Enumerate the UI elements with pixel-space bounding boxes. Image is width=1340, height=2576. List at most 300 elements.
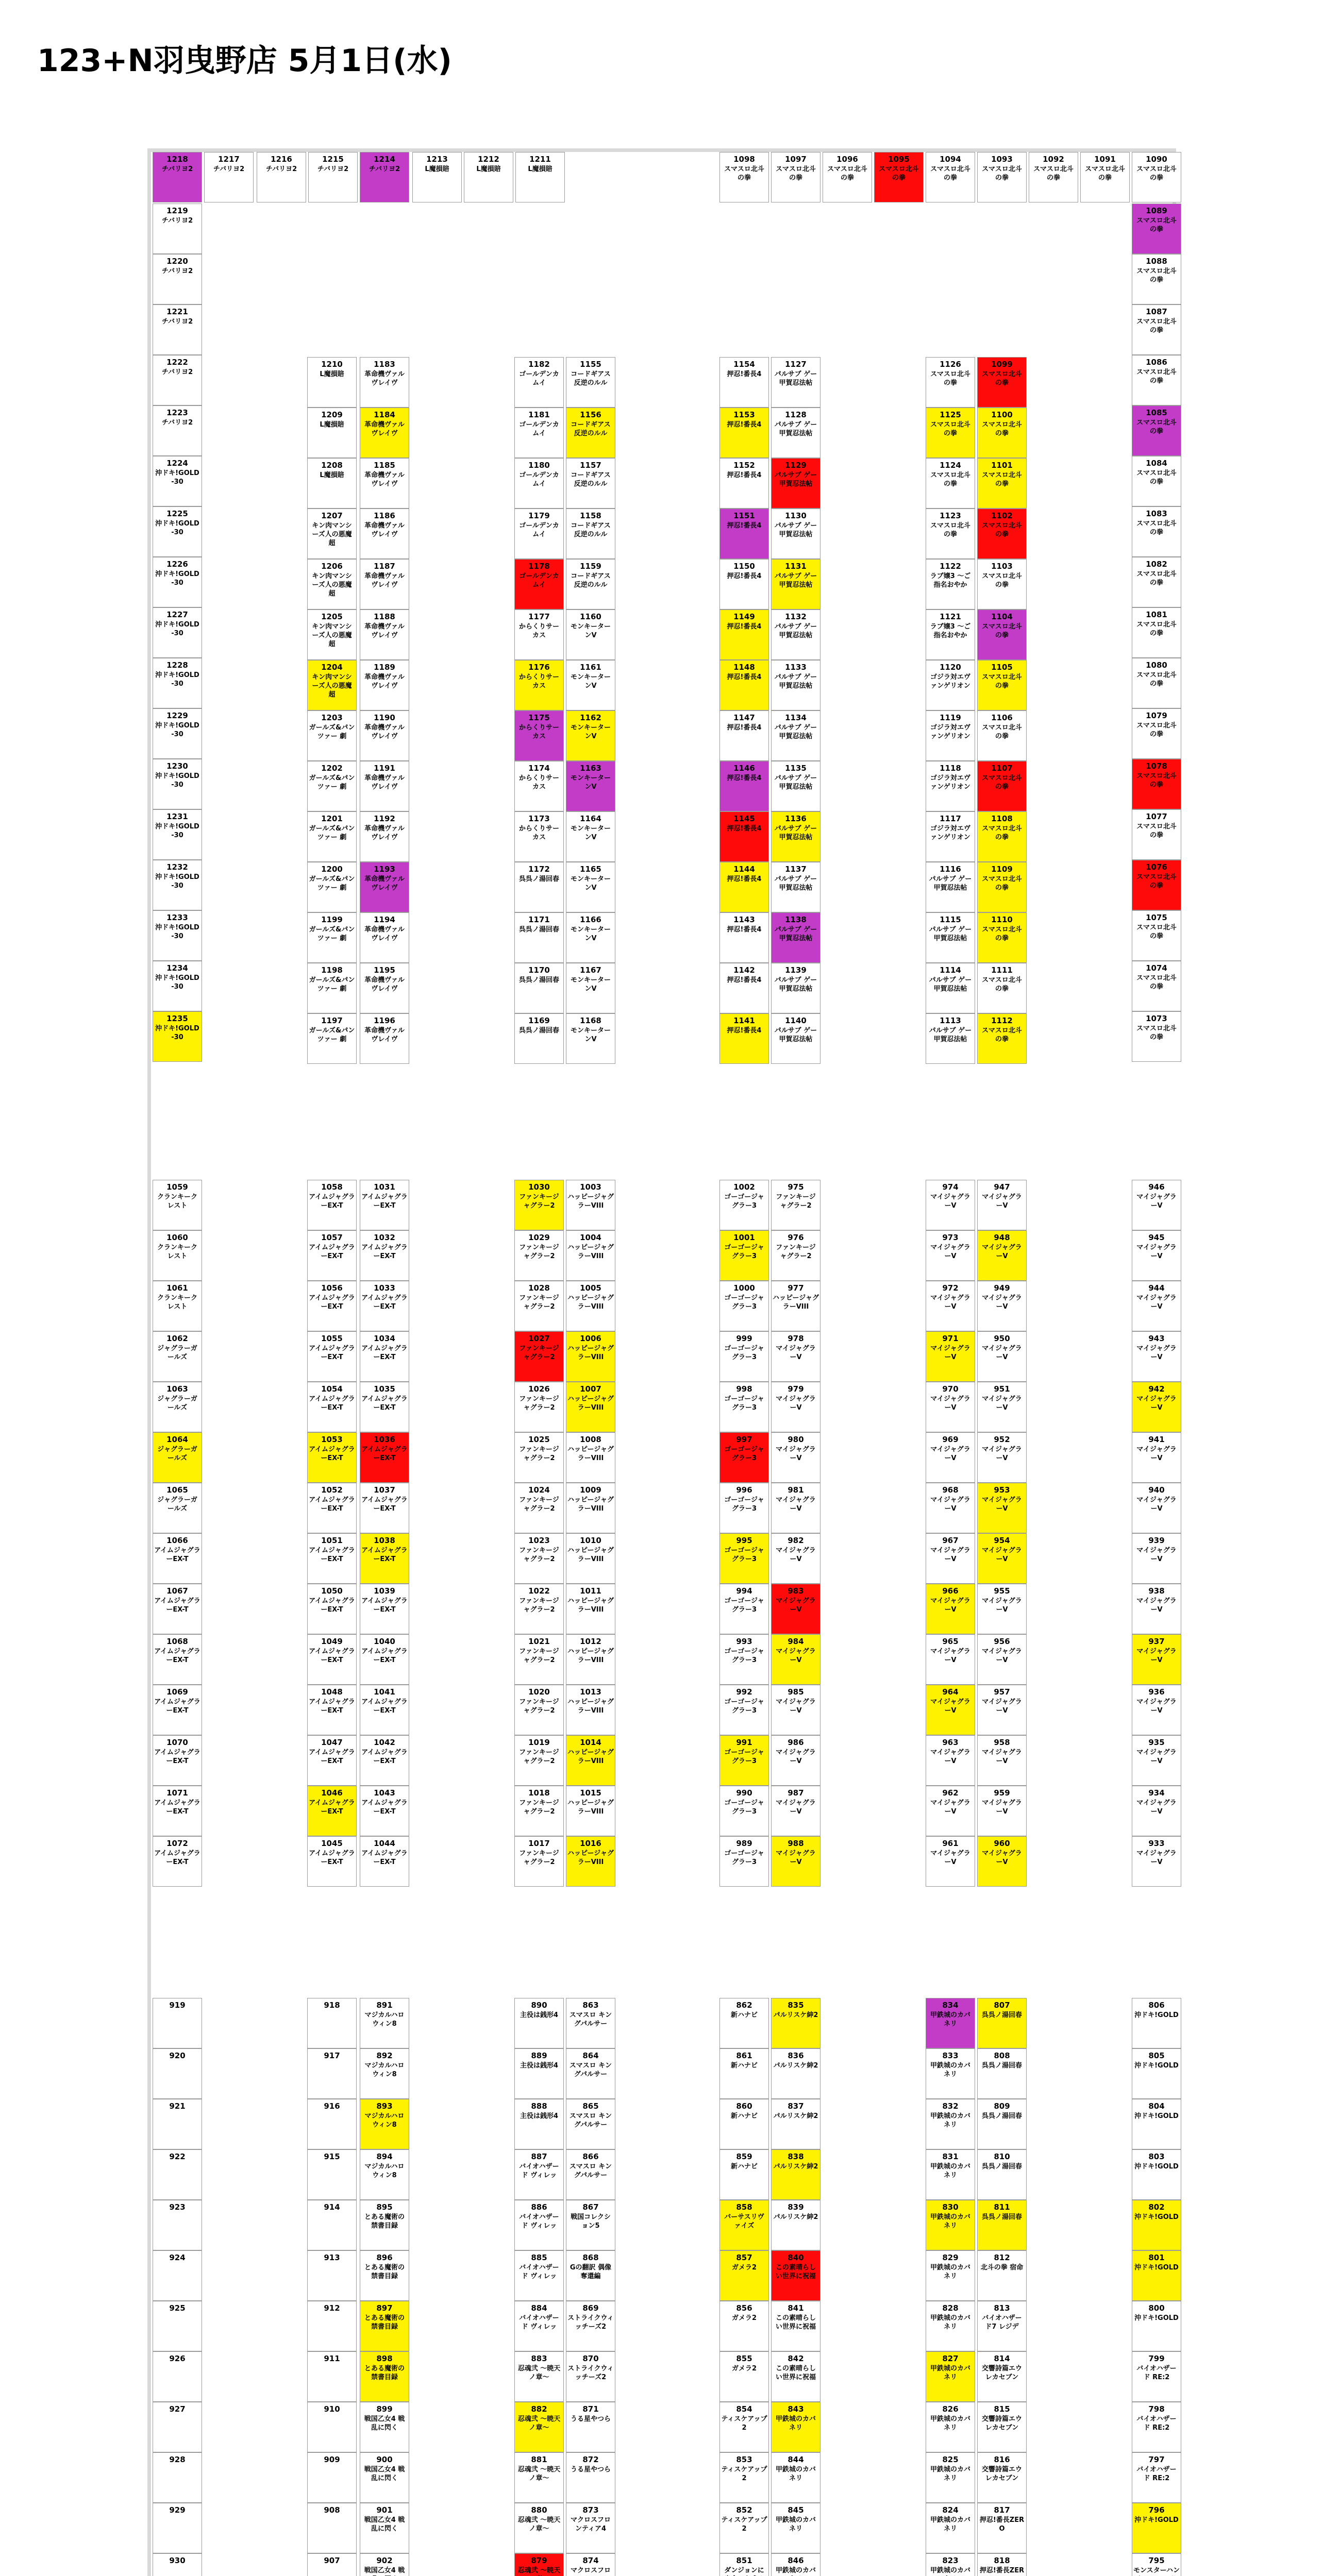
machine-cell[interactable] — [566, 912, 615, 963]
machine-cell[interactable] — [566, 2200, 615, 2250]
machine-cell[interactable] — [153, 1230, 202, 1281]
machine-cell[interactable] — [977, 660, 1027, 710]
machine-cell[interactable] — [360, 1382, 409, 1432]
machine-cell[interactable] — [771, 912, 820, 963]
machine-cell[interactable] — [926, 2553, 975, 2576]
machine-cell[interactable] — [771, 660, 820, 710]
machine-cell[interactable] — [307, 2452, 357, 2503]
machine-cell[interactable] — [926, 2301, 975, 2351]
machine-cell[interactable] — [1132, 2402, 1181, 2452]
machine-cell[interactable] — [153, 152, 202, 202]
machine-cell[interactable] — [360, 2503, 409, 2553]
machine-cell[interactable] — [926, 710, 975, 761]
machine-cell[interactable] — [977, 1584, 1027, 1634]
machine-cell[interactable] — [153, 1998, 202, 2048]
machine-cell[interactable] — [771, 509, 820, 559]
machine-cell[interactable] — [771, 609, 820, 660]
machine-cell[interactable] — [153, 2200, 202, 2250]
machine-cell[interactable] — [1132, 910, 1181, 961]
machine-cell[interactable] — [1132, 2553, 1181, 2576]
machine-cell[interactable] — [360, 2250, 409, 2301]
machine-cell[interactable] — [1132, 860, 1181, 910]
machine-cell[interactable] — [1132, 1180, 1181, 1230]
machine-cell[interactable] — [719, 559, 769, 609]
machine-cell[interactable] — [566, 1013, 615, 1064]
machine-cell[interactable] — [153, 607, 202, 658]
machine-cell[interactable] — [307, 2301, 357, 2351]
machine-cell[interactable] — [514, 710, 564, 761]
machine-cell[interactable] — [153, 961, 202, 1011]
machine-cell[interactable] — [360, 2200, 409, 2250]
machine-cell[interactable] — [566, 2553, 615, 2576]
machine-cell[interactable] — [977, 1735, 1027, 1786]
machine-cell[interactable] — [771, 710, 820, 761]
machine-cell[interactable] — [1132, 304, 1181, 355]
machine-cell[interactable] — [566, 963, 615, 1013]
machine-cell[interactable] — [1132, 2048, 1181, 2099]
machine-cell[interactable] — [1132, 506, 1181, 557]
machine-cell[interactable] — [977, 2452, 1027, 2503]
machine-cell[interactable] — [153, 1584, 202, 1634]
machine-cell[interactable] — [307, 2200, 357, 2250]
machine-cell[interactable] — [153, 304, 202, 355]
machine-cell[interactable] — [719, 1230, 769, 1281]
machine-cell[interactable] — [514, 1230, 564, 1281]
machine-cell[interactable] — [926, 660, 975, 710]
machine-cell[interactable] — [719, 1735, 769, 1786]
machine-cell[interactable] — [719, 1584, 769, 1634]
machine-cell[interactable] — [514, 1483, 564, 1533]
machine-cell[interactable] — [719, 761, 769, 811]
machine-cell[interactable] — [926, 761, 975, 811]
machine-cell[interactable] — [719, 1180, 769, 1230]
machine-cell[interactable] — [771, 2048, 820, 2099]
machine-cell[interactable] — [771, 1735, 820, 1786]
machine-cell[interactable] — [153, 506, 202, 557]
machine-cell[interactable] — [1132, 759, 1181, 809]
machine-cell[interactable] — [719, 2200, 769, 2250]
machine-cell[interactable] — [719, 2503, 769, 2553]
machine-cell[interactable] — [977, 2503, 1027, 2553]
machine-cell[interactable] — [926, 2200, 975, 2250]
machine-cell[interactable] — [360, 1735, 409, 1786]
machine-cell[interactable] — [1132, 2503, 1181, 2553]
machine-cell[interactable] — [307, 1281, 357, 1331]
machine-cell[interactable] — [566, 2351, 615, 2402]
machine-cell[interactable] — [771, 2200, 820, 2250]
machine-cell[interactable] — [1132, 355, 1181, 405]
machine-cell[interactable] — [153, 355, 202, 405]
machine-cell[interactable] — [771, 357, 820, 408]
machine-cell[interactable] — [1132, 809, 1181, 860]
machine-cell[interactable] — [153, 1634, 202, 1685]
machine-cell[interactable] — [977, 1634, 1027, 1685]
machine-cell[interactable] — [874, 152, 924, 202]
machine-cell[interactable] — [719, 1013, 769, 1064]
machine-cell[interactable] — [977, 609, 1027, 660]
machine-cell[interactable] — [977, 1786, 1027, 1836]
machine-cell[interactable] — [307, 811, 357, 862]
machine-cell[interactable] — [926, 1382, 975, 1432]
machine-cell[interactable] — [719, 1432, 769, 1483]
machine-cell[interactable] — [514, 559, 564, 609]
machine-cell[interactable] — [1132, 2452, 1181, 2503]
machine-cell[interactable] — [514, 660, 564, 710]
machine-cell[interactable] — [1029, 152, 1078, 202]
machine-cell[interactable] — [360, 458, 409, 509]
machine-cell[interactable] — [566, 1432, 615, 1483]
machine-cell[interactable] — [719, 2048, 769, 2099]
machine-cell[interactable] — [360, 559, 409, 609]
machine-cell[interactable] — [719, 2351, 769, 2402]
machine-cell[interactable] — [514, 357, 564, 408]
machine-cell[interactable] — [514, 1634, 564, 1685]
machine-cell[interactable] — [719, 1998, 769, 2048]
machine-cell[interactable] — [307, 1685, 357, 1735]
machine-cell[interactable] — [360, 811, 409, 862]
machine-cell[interactable] — [719, 1331, 769, 1382]
machine-cell[interactable] — [307, 559, 357, 609]
machine-cell[interactable] — [360, 357, 409, 408]
machine-cell[interactable] — [360, 2402, 409, 2452]
machine-cell[interactable] — [926, 152, 975, 202]
machine-cell[interactable] — [360, 1230, 409, 1281]
machine-cell[interactable] — [566, 408, 615, 458]
machine-cell[interactable] — [719, 1483, 769, 1533]
machine-cell[interactable] — [153, 2452, 202, 2503]
machine-cell[interactable] — [719, 2301, 769, 2351]
machine-cell[interactable] — [1132, 456, 1181, 506]
machine-cell[interactable] — [514, 1786, 564, 1836]
machine-cell[interactable] — [153, 2553, 202, 2576]
machine-cell[interactable] — [771, 408, 820, 458]
machine-cell[interactable] — [307, 1382, 357, 1432]
machine-cell[interactable] — [771, 2503, 820, 2553]
machine-cell[interactable] — [719, 963, 769, 1013]
machine-cell[interactable] — [977, 2048, 1027, 2099]
machine-cell[interactable] — [977, 2250, 1027, 2301]
machine-cell[interactable] — [977, 509, 1027, 559]
machine-cell[interactable] — [926, 1180, 975, 1230]
machine-cell[interactable] — [514, 1013, 564, 1064]
machine-cell[interactable] — [514, 1584, 564, 1634]
machine-cell[interactable] — [1132, 557, 1181, 607]
machine-cell[interactable] — [719, 2250, 769, 2301]
machine-cell[interactable] — [977, 2200, 1027, 2250]
machine-cell[interactable] — [1132, 2200, 1181, 2250]
machine-cell[interactable] — [514, 2452, 564, 2503]
machine-cell[interactable] — [1132, 1230, 1181, 1281]
machine-cell[interactable] — [926, 912, 975, 963]
machine-cell[interactable] — [153, 860, 202, 910]
machine-cell[interactable] — [360, 1013, 409, 1064]
machine-cell[interactable] — [771, 1836, 820, 1887]
machine-cell[interactable] — [307, 2099, 357, 2149]
machine-cell[interactable] — [926, 1685, 975, 1735]
machine-cell[interactable] — [926, 1013, 975, 1064]
machine-cell[interactable] — [153, 2503, 202, 2553]
machine-cell[interactable] — [566, 1483, 615, 1533]
machine-cell[interactable] — [771, 1584, 820, 1634]
machine-cell[interactable] — [771, 152, 820, 202]
machine-cell[interactable] — [977, 1013, 1027, 1064]
machine-cell[interactable] — [360, 1331, 409, 1382]
machine-cell[interactable] — [153, 1483, 202, 1533]
machine-cell[interactable] — [514, 609, 564, 660]
machine-cell[interactable] — [926, 1584, 975, 1634]
machine-cell[interactable] — [360, 1180, 409, 1230]
machine-cell[interactable] — [926, 2452, 975, 2503]
machine-cell[interactable] — [1132, 1483, 1181, 1533]
machine-cell[interactable] — [566, 1230, 615, 1281]
machine-cell[interactable] — [1080, 152, 1130, 202]
machine-cell[interactable] — [977, 2402, 1027, 2452]
machine-cell[interactable] — [977, 2149, 1027, 2200]
machine-cell[interactable] — [514, 761, 564, 811]
machine-cell[interactable] — [1132, 2250, 1181, 2301]
machine-cell[interactable] — [514, 2351, 564, 2402]
machine-cell[interactable] — [514, 458, 564, 509]
machine-cell[interactable] — [153, 1281, 202, 1331]
machine-cell[interactable] — [360, 1281, 409, 1331]
machine-cell[interactable] — [926, 963, 975, 1013]
machine-cell[interactable] — [719, 710, 769, 761]
machine-cell[interactable] — [1132, 1836, 1181, 1887]
machine-cell[interactable] — [977, 1533, 1027, 1584]
machine-cell[interactable] — [514, 2099, 564, 2149]
machine-cell[interactable] — [719, 1685, 769, 1735]
machine-cell[interactable] — [771, 862, 820, 912]
machine-cell[interactable] — [566, 1281, 615, 1331]
machine-cell[interactable] — [1132, 1011, 1181, 1062]
machine-cell[interactable] — [514, 1281, 564, 1331]
machine-cell[interactable] — [307, 761, 357, 811]
machine-cell[interactable] — [360, 509, 409, 559]
machine-cell[interactable] — [977, 761, 1027, 811]
machine-cell[interactable] — [307, 2553, 357, 2576]
machine-cell[interactable] — [1132, 2301, 1181, 2351]
machine-cell[interactable] — [566, 2402, 615, 2452]
machine-cell[interactable] — [1132, 708, 1181, 759]
machine-cell[interactable] — [514, 2250, 564, 2301]
machine-cell[interactable] — [926, 2099, 975, 2149]
machine-cell[interactable] — [566, 2503, 615, 2553]
machine-cell[interactable] — [719, 862, 769, 912]
machine-cell[interactable] — [566, 862, 615, 912]
machine-cell[interactable] — [566, 710, 615, 761]
machine-cell[interactable] — [926, 559, 975, 609]
machine-cell[interactable] — [153, 2048, 202, 2099]
machine-cell[interactable] — [1132, 1533, 1181, 1584]
machine-cell[interactable] — [360, 710, 409, 761]
machine-cell[interactable] — [719, 408, 769, 458]
machine-cell[interactable] — [566, 1584, 615, 1634]
machine-cell[interactable] — [307, 408, 357, 458]
machine-cell[interactable] — [307, 458, 357, 509]
machine-cell[interactable] — [926, 408, 975, 458]
machine-cell[interactable] — [360, 152, 409, 202]
machine-cell[interactable] — [360, 2351, 409, 2402]
machine-cell[interactable] — [360, 1836, 409, 1887]
machine-cell[interactable] — [153, 809, 202, 860]
machine-cell[interactable] — [771, 1382, 820, 1432]
machine-cell[interactable] — [360, 2452, 409, 2503]
machine-cell[interactable] — [153, 2301, 202, 2351]
machine-cell[interactable] — [360, 1998, 409, 2048]
machine-cell[interactable] — [514, 1998, 564, 2048]
machine-cell[interactable] — [719, 811, 769, 862]
machine-cell[interactable] — [566, 2301, 615, 2351]
machine-cell[interactable] — [360, 1584, 409, 1634]
machine-cell[interactable] — [360, 912, 409, 963]
machine-cell[interactable] — [926, 1230, 975, 1281]
machine-cell[interactable] — [977, 710, 1027, 761]
machine-cell[interactable] — [719, 1836, 769, 1887]
machine-cell[interactable] — [977, 1382, 1027, 1432]
machine-cell[interactable] — [514, 1836, 564, 1887]
machine-cell[interactable] — [926, 2402, 975, 2452]
machine-cell[interactable] — [153, 1533, 202, 1584]
machine-cell[interactable] — [1132, 254, 1181, 304]
machine-cell[interactable] — [926, 1281, 975, 1331]
machine-cell[interactable] — [1132, 1382, 1181, 1432]
machine-cell[interactable] — [307, 2503, 357, 2553]
machine-cell[interactable] — [977, 963, 1027, 1013]
machine-cell[interactable] — [307, 1180, 357, 1230]
machine-cell[interactable] — [1132, 2099, 1181, 2149]
machine-cell[interactable] — [977, 811, 1027, 862]
machine-cell[interactable] — [514, 509, 564, 559]
machine-cell[interactable] — [926, 1836, 975, 1887]
machine-cell[interactable] — [307, 1634, 357, 1685]
machine-cell[interactable] — [977, 1281, 1027, 1331]
machine-cell[interactable] — [771, 1998, 820, 2048]
machine-cell[interactable] — [153, 456, 202, 506]
machine-cell[interactable] — [566, 1998, 615, 2048]
machine-cell[interactable] — [566, 2048, 615, 2099]
machine-cell[interactable] — [977, 1230, 1027, 1281]
machine-cell[interactable] — [566, 1634, 615, 1685]
machine-cell[interactable] — [719, 2402, 769, 2452]
machine-cell[interactable] — [566, 559, 615, 609]
machine-cell[interactable] — [719, 2149, 769, 2200]
machine-cell[interactable] — [771, 2452, 820, 2503]
machine-cell[interactable] — [153, 1180, 202, 1230]
machine-cell[interactable] — [566, 2452, 615, 2503]
machine-cell[interactable] — [771, 1634, 820, 1685]
machine-cell[interactable] — [977, 1331, 1027, 1382]
machine-cell[interactable] — [926, 2351, 975, 2402]
machine-cell[interactable] — [771, 2553, 820, 2576]
machine-cell[interactable] — [566, 2149, 615, 2200]
machine-cell[interactable] — [307, 1836, 357, 1887]
machine-cell[interactable] — [1132, 1735, 1181, 1786]
machine-cell[interactable] — [926, 1634, 975, 1685]
machine-cell[interactable] — [926, 458, 975, 509]
machine-cell[interactable] — [719, 1281, 769, 1331]
machine-cell[interactable] — [926, 2503, 975, 2553]
machine-cell[interactable] — [307, 509, 357, 559]
machine-cell[interactable] — [514, 912, 564, 963]
machine-cell[interactable] — [514, 2503, 564, 2553]
machine-cell[interactable] — [926, 1483, 975, 1533]
machine-cell[interactable] — [771, 1483, 820, 1533]
machine-cell[interactable] — [360, 408, 409, 458]
machine-cell[interactable] — [307, 912, 357, 963]
machine-cell[interactable] — [1132, 607, 1181, 658]
machine-cell[interactable] — [515, 152, 565, 202]
machine-cell[interactable] — [977, 1998, 1027, 2048]
machine-cell[interactable] — [771, 1685, 820, 1735]
machine-cell[interactable] — [926, 609, 975, 660]
machine-cell[interactable] — [926, 1786, 975, 1836]
machine-cell[interactable] — [771, 1013, 820, 1064]
machine-cell[interactable] — [153, 1432, 202, 1483]
machine-cell[interactable] — [307, 1013, 357, 1064]
machine-cell[interactable] — [307, 2149, 357, 2200]
machine-cell[interactable] — [1132, 658, 1181, 708]
machine-cell[interactable] — [153, 1331, 202, 1382]
machine-cell[interactable] — [771, 2351, 820, 2402]
machine-cell[interactable] — [153, 1735, 202, 1786]
machine-cell[interactable] — [153, 910, 202, 961]
machine-cell[interactable] — [153, 405, 202, 456]
machine-cell[interactable] — [360, 2099, 409, 2149]
machine-cell[interactable] — [566, 761, 615, 811]
machine-cell[interactable] — [360, 1533, 409, 1584]
machine-cell[interactable] — [1132, 1584, 1181, 1634]
machine-cell[interactable] — [307, 1230, 357, 1281]
machine-cell[interactable] — [977, 1432, 1027, 1483]
machine-cell[interactable] — [514, 963, 564, 1013]
machine-cell[interactable] — [566, 1180, 615, 1230]
machine-cell[interactable] — [307, 1998, 357, 2048]
machine-cell[interactable] — [719, 912, 769, 963]
machine-cell[interactable] — [1132, 1634, 1181, 1685]
machine-cell[interactable] — [360, 1685, 409, 1735]
machine-cell[interactable] — [719, 152, 769, 202]
machine-cell[interactable] — [1132, 2351, 1181, 2402]
machine-cell[interactable] — [719, 1786, 769, 1836]
machine-cell[interactable] — [566, 609, 615, 660]
machine-cell[interactable] — [307, 2351, 357, 2402]
machine-cell[interactable] — [977, 2099, 1027, 2149]
machine-cell[interactable] — [977, 152, 1027, 202]
machine-cell[interactable] — [771, 1432, 820, 1483]
machine-cell[interactable] — [719, 1382, 769, 1432]
machine-cell[interactable] — [360, 1786, 409, 1836]
machine-cell[interactable] — [514, 2149, 564, 2200]
machine-cell[interactable] — [977, 1483, 1027, 1533]
machine-cell[interactable] — [153, 1382, 202, 1432]
machine-cell[interactable] — [514, 1382, 564, 1432]
machine-cell[interactable] — [771, 1180, 820, 1230]
machine-cell[interactable] — [771, 1786, 820, 1836]
machine-cell[interactable] — [771, 458, 820, 509]
machine-cell[interactable] — [719, 1634, 769, 1685]
machine-cell[interactable] — [360, 1634, 409, 1685]
machine-cell[interactable] — [307, 862, 357, 912]
machine-cell[interactable] — [514, 2200, 564, 2250]
machine-cell[interactable] — [926, 1432, 975, 1483]
machine-cell[interactable] — [719, 660, 769, 710]
machine-cell[interactable] — [977, 2301, 1027, 2351]
machine-cell[interactable] — [153, 2099, 202, 2149]
machine-cell[interactable] — [153, 658, 202, 708]
machine-cell[interactable] — [514, 1180, 564, 1230]
machine-cell[interactable] — [719, 609, 769, 660]
machine-cell[interactable] — [514, 2048, 564, 2099]
